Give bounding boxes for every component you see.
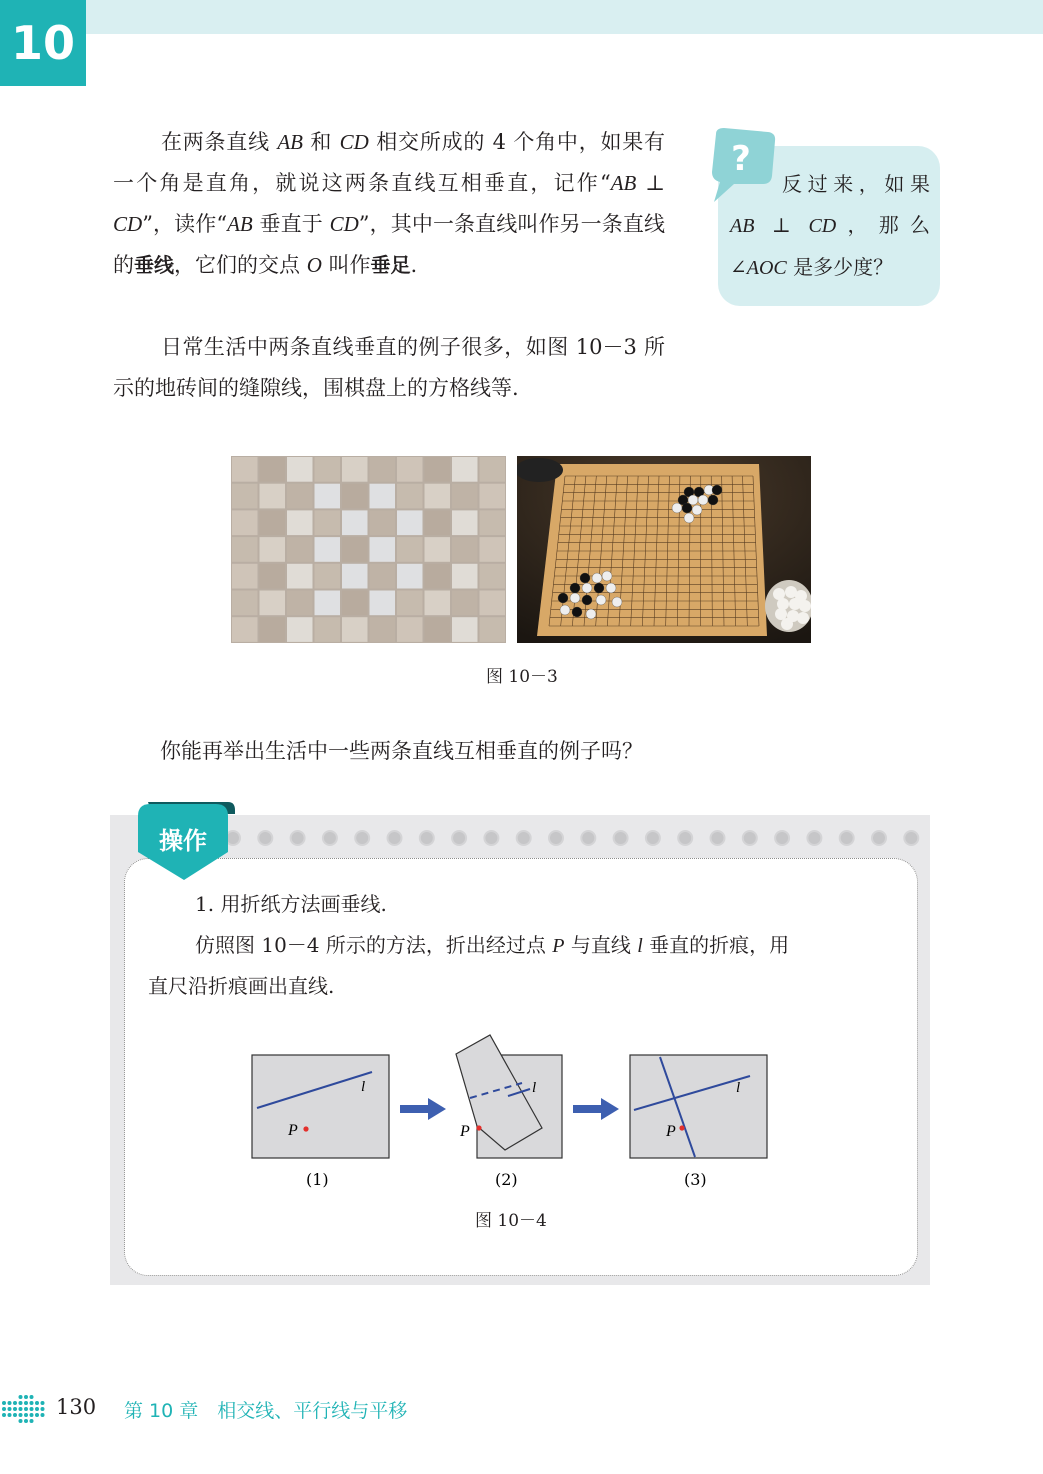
svg-text:(3): (3) <box>684 1170 707 1189</box>
arrow-right-icon <box>400 1098 446 1120</box>
bubble-question-text: 反过来，如果 AB ⊥ CD，那么 ∠AOC 是多少度？ <box>730 172 931 279</box>
operation-instruction-line2: 直尺沿折痕画出直线. <box>148 974 335 998</box>
page-number: 130 <box>56 1395 97 1419</box>
svg-text:l: l <box>532 1080 537 1096</box>
svg-text:P: P <box>666 1123 676 1140</box>
term-perpendicular-line: 垂线 <box>134 253 174 277</box>
folding-diagram <box>240 1030 780 1200</box>
chapter-number-badge: 10 <box>0 0 86 86</box>
binder-holes <box>215 826 925 850</box>
svg-text:(2): (2) <box>495 1170 518 1189</box>
fold-step-2 <box>456 1035 562 1189</box>
svg-text:P: P <box>460 1123 470 1140</box>
term-foot-of-perpendicular: 垂足 <box>370 253 411 277</box>
arrow-right-icon <box>573 1098 619 1120</box>
go-board-photo <box>517 456 811 643</box>
svg-text:P: P <box>288 1122 298 1139</box>
definition-paragraph: 在两条直线 AB 和 CD 相交所成的 4 个角中，如果有一个角是直角，就说这两条直线互相垂直，记作“AB ⊥ CD”，读作“AB 垂直于 CD”，其中一条直线叫作另一条直线的垂线，它们的交点 O 叫作垂足. <box>113 130 665 277</box>
floor-tiles-photo <box>231 456 506 643</box>
svg-text:(1): (1) <box>306 1170 329 1189</box>
discussion-question: 你能再举出生活中一些两条直线互相垂直的例子吗？ <box>160 739 643 763</box>
figure-10-4-caption: 图 10－4 <box>475 1211 547 1231</box>
svg-text:?: ? <box>731 139 751 179</box>
figure-10-3-caption: 图 10－3 <box>486 667 558 687</box>
svg-text:l: l <box>361 1079 366 1095</box>
fold-step-3 <box>630 1055 767 1189</box>
top-banner <box>0 0 1043 34</box>
fold-step-1 <box>252 1055 389 1189</box>
svg-text:操作: 操作 <box>159 827 207 855</box>
footer-dot-pattern-icon <box>0 1392 50 1426</box>
svg-text:l: l <box>736 1080 741 1096</box>
footer-chapter-title: 第 10 章 相交线、平行线与平移 <box>124 1400 408 1422</box>
operation-step-title: 1. 用折纸方法画垂线. <box>195 892 387 916</box>
examples-paragraph: 日常生活中两条直线垂直的例子很多，如图 10－3 所示的地砖间的缝隙线，围棋盘上的方格线等. <box>113 335 665 400</box>
operation-tab <box>138 802 238 882</box>
operation-instruction-line1: 仿照图 10－4 所示的方法，折出经过点 P 与直线 l 垂直的折痕，用 <box>195 933 790 957</box>
